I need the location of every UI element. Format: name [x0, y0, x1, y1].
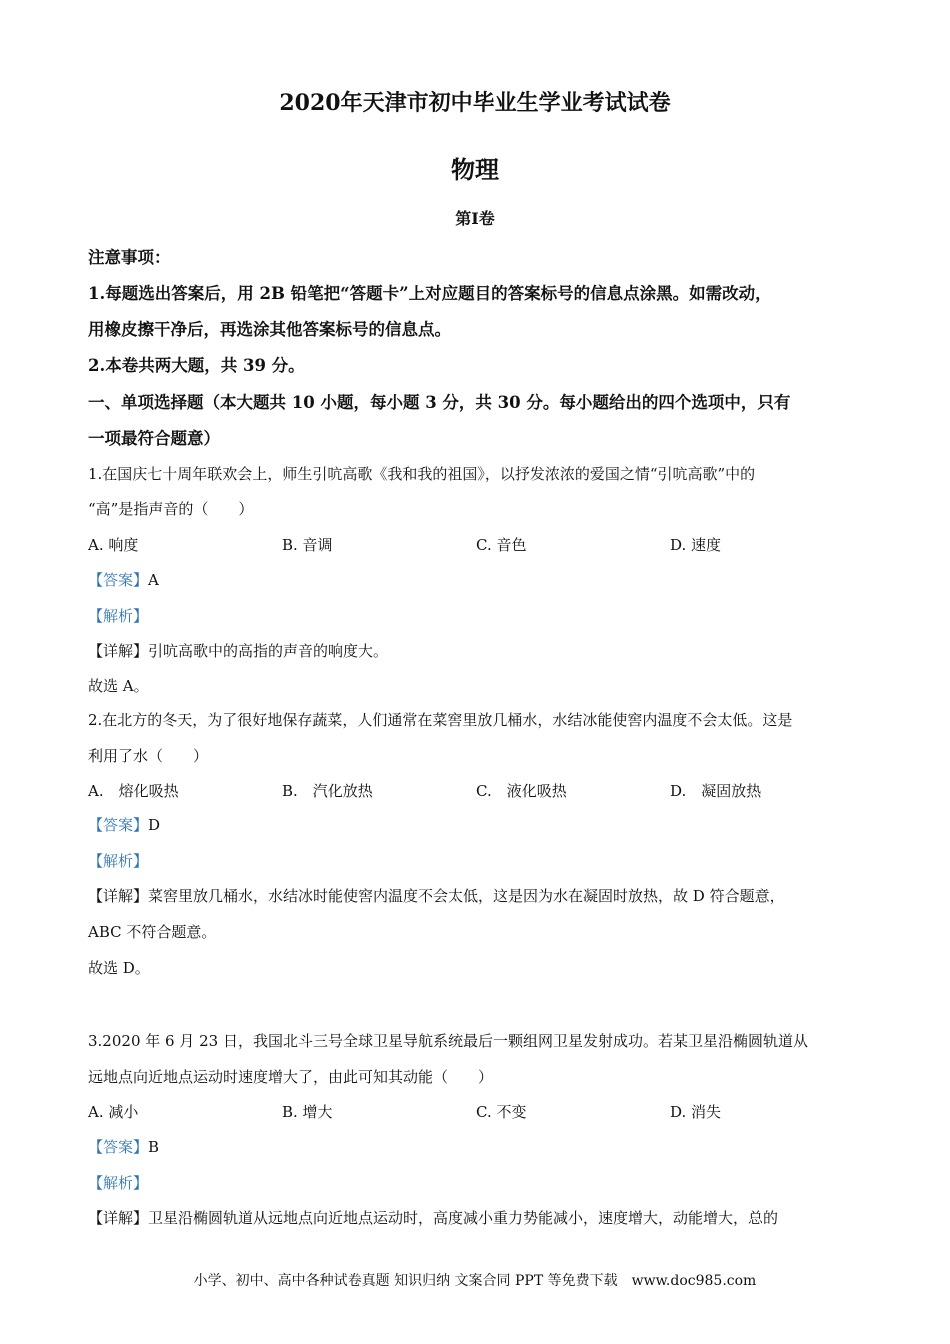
- q1-answer: [88, 569, 159, 590]
- q2-option-d: D. 凝固放热: [670, 782, 762, 800]
- q1-option-d: D. 速度: [670, 536, 722, 554]
- q3-option-b: B. 增大: [282, 1103, 333, 1121]
- section-1-heading-line-1: 一、单项选择题（本大题共 10 小题，每小题 3 分，共 30 分。每小题给出的四个选项中，只有: [88, 393, 791, 412]
- q1-stem-line-2: “高”是指声音的（ ）: [88, 500, 254, 518]
- q2-option-b: B. 汽化放热: [282, 782, 373, 800]
- answer-value: A: [148, 571, 159, 589]
- q2-detail-line-2: ABC 不符合题意。: [88, 923, 217, 941]
- detail-tag: 【详解】: [88, 1209, 149, 1227]
- footer-text: 小学、初中、高中各种试卷真题 知识归纳 文案合同 PPT 等免费下载 www.doc985.com: [193, 1273, 757, 1289]
- answer-value: B: [148, 1138, 160, 1156]
- q3-detail-line-1: [88, 1207, 778, 1228]
- q2-option-a: A. 熔化吸热: [88, 782, 179, 800]
- q1-analysis-tag: 【解析】: [88, 607, 149, 625]
- q3-stem-line-1: 3.2020 年 6 月 23 日，我国北斗三号全球卫星导航系统最后一颗组网卫星发射成功。若某卫星沿椭圆轨道从: [88, 1032, 808, 1050]
- answer-tag: 【答案】: [88, 571, 149, 589]
- q3-answer: [88, 1136, 159, 1157]
- q3-analysis-tag: 【解析】: [88, 1174, 149, 1192]
- answer-tag: 【答案】: [88, 816, 149, 834]
- notes-item-1-line-2: 用橡皮擦干净后，再选涂其他答案标号的信息点。: [88, 320, 451, 339]
- q2-option-c: C. 液化吸热: [476, 782, 567, 800]
- subject-title: 物理: [451, 155, 499, 184]
- exam-title: 2020年天津市初中毕业生学业考试试卷: [279, 90, 671, 116]
- volume-label: 第Ⅰ卷: [455, 209, 495, 228]
- detail-text: 卫星沿椭圆轨道从远地点向近地点运动时，高度减小重力势能减小，速度增大，动能增大，总的: [148, 1209, 779, 1227]
- q1-detail: [88, 640, 388, 661]
- detail-text: 菜窖里放几桶水，水结冰时能使窖内温度不会太低，这是因为水在凝固时放热，故 D 符合题意，: [148, 887, 785, 905]
- q1-option-b: B. 音调: [282, 536, 333, 554]
- q1-conclusion: 故选 A。: [88, 677, 149, 695]
- q2-answer: [88, 814, 160, 835]
- detail-text: 引吭高歌中的高指的声音的响度大。: [148, 642, 389, 660]
- q2-detail-line-1: [88, 885, 785, 906]
- q1-stem-line-1: 1.在国庆七十周年联欢会上，师生引吭高歌《我和我的祖国》，以抒发浓浓的爱国之情“引吭高歌”中的: [88, 465, 756, 483]
- q3-option-c: C. 不变: [476, 1103, 527, 1121]
- notes-item-1-line-1: 1.每题选出答案后，用 2B 铅笔把“答题卡”上对应题目的答案标号的信息点涂黑。如需改动，: [88, 284, 772, 303]
- q2-stem-line-1: 2.在北方的冬天，为了很好地保存蔬菜，人们通常在菜窖里放几桶水，水结冰能使窖内温度不会太低。这是: [88, 711, 793, 729]
- answer-tag: 【答案】: [88, 1138, 149, 1156]
- q2-analysis-tag: 【解析】: [88, 852, 149, 870]
- q1-option-a: A. 响度: [88, 536, 139, 554]
- q3-stem-line-2: 远地点向近地点运动时速度增大了，由此可知其动能（ ）: [88, 1068, 494, 1086]
- section-1-heading-line-2: 一项最符合题意）: [88, 429, 220, 448]
- q3-option-a: A. 减小: [88, 1103, 139, 1121]
- notes-heading: 注意事项：: [88, 248, 171, 267]
- q2-stem-line-2: 利用了水（ ）: [88, 747, 209, 765]
- q2-conclusion: 故选 D。: [88, 959, 150, 977]
- notes-item-2: 2.本卷共两大题，共 39 分。: [88, 356, 305, 375]
- q3-option-d: D. 消失: [670, 1103, 722, 1121]
- q1-option-c: C. 音色: [476, 536, 527, 554]
- detail-tag: 【详解】: [88, 887, 149, 905]
- detail-tag: 【详解】: [88, 642, 149, 660]
- answer-value: D: [148, 816, 161, 834]
